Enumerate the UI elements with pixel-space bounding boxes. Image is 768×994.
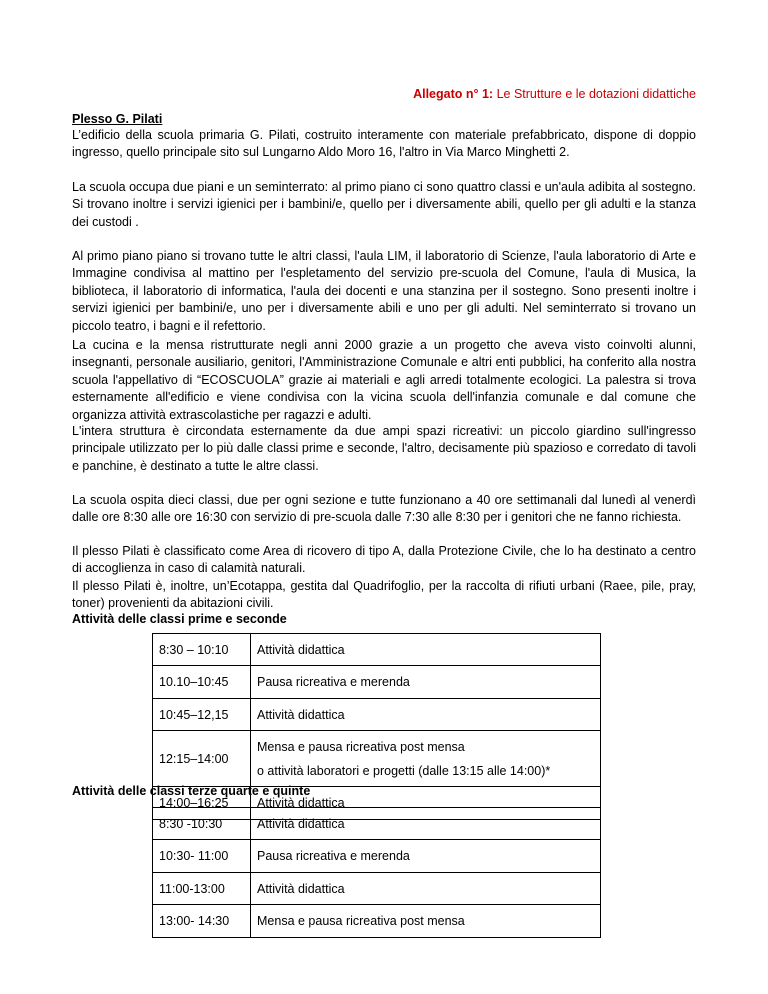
paragraph-edificio: L’edificio della scuola primaria G. Pilati, costruito interamente con materiale prefabbricato, dispone di doppio ingresso, quello principale sito sul Lungarno Aldo Moro 16, l'altro in Via Marco Minghetti 2. xyxy=(72,128,696,160)
schedule-table-terze-quarte-quinte xyxy=(152,807,601,938)
paragraph-piani: La scuola occupa due piani e un seminterrato: al primo piano ci sono quattro classi e un'aula adibita al sostegno. Si trovano inoltre i servizi igienici per i bambini/e, quello per i diversamente abili, quello per gli adulti e la stanza dei custodi . xyxy=(72,180,696,229)
activity-cell xyxy=(251,731,601,787)
table-row xyxy=(153,840,601,873)
activity-line: Mensa e pausa ricreativa post mensa xyxy=(257,739,465,754)
table-row xyxy=(153,699,601,731)
table-row xyxy=(153,808,601,840)
time-cell: 8:30 – 10:10 xyxy=(153,634,251,666)
table-row xyxy=(153,873,601,905)
paragraph-cucina-mensa: La cucina e la mensa ristrutturate negli anni 2000 grazie a un progetto che aveva visto coinvolti alunni, insegnanti, personale ausiliario, genitori, l'Amministrazione Comunale e altri enti pubblici, ha conferito alla nostra scuola l'appellativo di “ECOSCUOLA” grazie ai materiali e agli arredi totalmente ecologici. La palestra si trova esternamente all'edificio e viene condivisa con la vicina scuola dell'infanzia comunale e dal comune che organizza attività extrascolastiche per ragazzi e adulti. xyxy=(72,338,696,422)
activity-cell: Attività didattica xyxy=(251,808,601,840)
time-cell: 10:30- 11:00 xyxy=(153,840,251,873)
paragraph-primo-piano: Al primo piano piano si trovano tutte le altri classi, l'aula LIM, il laboratorio di Scienze, l'aula laboratorio di Arte e Immagine condivisa al mattino per l'espletamento del servizio pre-scuola del Comune, l'aula di Musica, la biblioteca, il laboratorio di informatica, l'aula dei docenti e una stanzina per il sostegno. Sono presenti inoltre i servizi igienici per bambini/e, uno per i diversamente abili e uno per gli adulti. Nel seminterrato si trovano un piccolo teatro, i bagni e il refettorio. xyxy=(72,249,696,333)
activity-cell: Attività didattica xyxy=(251,873,601,905)
time-cell: 10.10–10:45 xyxy=(153,666,251,699)
activity-line: o attività laboratori e progetti (dalle 13:15 alle 14:00)* xyxy=(257,763,551,778)
activity-cell: Pausa ricreativa e merenda xyxy=(251,840,601,873)
activity-cell: Attività didattica xyxy=(251,699,601,731)
section-title-prime-seconde: Attività delle classi prime e seconde xyxy=(72,612,287,626)
table-row xyxy=(153,731,601,787)
paragraph-ecotappa: Il plesso Pilati è, inoltre, un’Ecotappa, gestita dal Quadrifoglio, per la raccolta di rifiuti urbani (Raee, pile, pray, toner) provenienti da abitazioni civili. xyxy=(72,579,696,611)
activity-cell: Mensa e pausa ricreativa post mensa xyxy=(251,905,601,938)
activity-cell: Attività didattica xyxy=(251,787,601,820)
paragraph-classi: La scuola ospita dieci classi, due per ogni sezione e tutte funzionano a 40 ore settimanali dal lunedì al venerdì dalle ore 8:30 alle ore 16:30 con servizio di pre-scuola dalle 7:30 alle 8:30 per i genitori che ne fanno richiesta. xyxy=(72,493,696,525)
activity-cell: Attività didattica xyxy=(251,634,601,666)
table-row xyxy=(153,666,601,699)
time-cell: 14:00–16:25 xyxy=(153,787,251,820)
time-cell: 12:15–14:00 xyxy=(153,731,251,787)
section-title-terze-quarte-quinte: Attività delle classi terze quarte e quinte xyxy=(72,784,311,798)
paragraph-spazi-ricreativi: L'intera struttura è circondata esternamente da due ampi spazi ricreativi: un piccolo giardino sull'ingresso principale utilizzato per lo più dalle classi prime e seconde, l'altro, decisamente più spazioso e corredato di tavoli e panchine, è destinato a tutte le altre classi. xyxy=(72,424,696,473)
activity-cell: Pausa ricreativa e merenda xyxy=(251,666,601,699)
plesso-title: Plesso G. Pilati xyxy=(72,112,163,126)
allegato-heading xyxy=(413,87,696,101)
time-cell: 11:00-13:00 xyxy=(153,873,251,905)
allegato-label: Allegato n° 1: xyxy=(413,87,494,101)
time-cell: 10:45–12,15 xyxy=(153,699,251,731)
paragraph-protezione-civile: Il plesso Pilati è classificato come Area di ricovero di tipo A, dalla Protezione Civile, che lo ha destinato a centro di accoglienza in caso di calamità naturali. xyxy=(72,544,696,576)
table-row xyxy=(153,634,601,666)
time-cell: 13:00- 14:30 xyxy=(153,905,251,938)
allegato-title: Le Strutture e le dotazioni didattiche xyxy=(493,87,696,101)
time-cell: 8:30 -10:30 xyxy=(153,808,251,840)
table-row xyxy=(153,905,601,938)
